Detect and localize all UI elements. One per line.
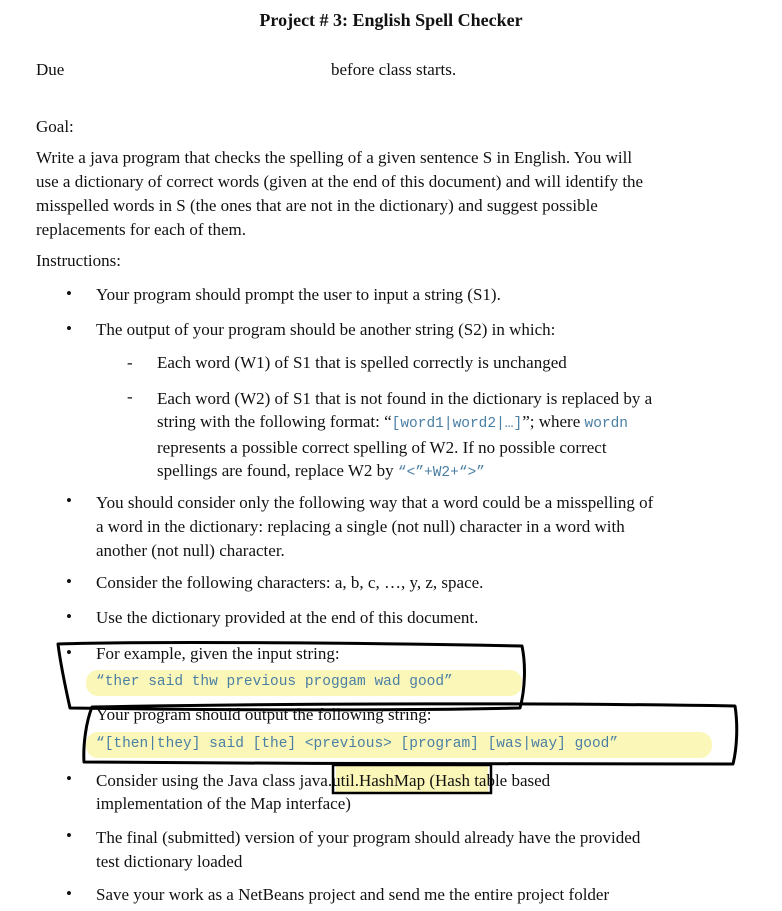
goal-line: replacements for each of them. xyxy=(36,220,247,239)
output-intro: Your program should output the following string: xyxy=(96,705,432,724)
bullet-5: Use the dictionary provided at the end of this document. xyxy=(96,608,479,627)
bullet-4: Consider the following characters: a, b, c, …, y, z, space. xyxy=(96,573,484,592)
bullet-dot: • xyxy=(66,643,72,662)
bullet-dot: • xyxy=(66,572,72,591)
bullet-9: Save your work as a NetBeans project and send me the entire project folder xyxy=(96,885,610,904)
goal-line: misspelled words in S (the ones that are not in the dictionary) and suggest possible xyxy=(36,196,598,215)
page-title: Project # 3: English Spell Checker xyxy=(259,10,523,30)
bullet-dot: • xyxy=(66,607,72,626)
goal-heading: Goal: xyxy=(36,117,74,136)
goal-line: use a dictionary of correct words (given at the end of this document) and will identify the xyxy=(36,172,644,191)
format-code: [word1|word2|…] xyxy=(391,416,523,432)
instructions-heading: Instructions: xyxy=(36,251,121,270)
sub-bullet-1: Each word (W1) of S1 that is spelled correctly is unchanged xyxy=(157,353,567,372)
bullet-1: Your program should prompt the user to input a string (S1). xyxy=(96,285,501,304)
input-box-stroke xyxy=(58,643,524,710)
bullet-dot: • xyxy=(66,884,72,903)
bullet-6: For example, given the input string: xyxy=(96,644,340,663)
bullet-dot: • xyxy=(66,284,72,303)
dash: - xyxy=(127,387,133,406)
bullet-dot: • xyxy=(66,826,72,845)
due-label: Due xyxy=(36,60,65,79)
sub2-line-2: string with the following format: “[word1|word2|…]”; where wordn xyxy=(157,412,629,432)
hashmap-box-stroke xyxy=(333,765,491,793)
example-output: “[then|they] said [the] <previous> [program] [was|way] good” xyxy=(96,736,619,752)
example-input: “ther said thw previous proggam wad good” xyxy=(96,674,453,690)
sub2-line-1: Each word (W2) of S1 that is not found in the dictionary is replaced by a xyxy=(157,389,653,408)
bullet-8: The final (submitted) version of your program should already have the provided test dictionary loaded xyxy=(96,828,641,871)
sub2-line-3: represents a possible correct spelling of W2. If no possible correct xyxy=(157,438,607,457)
bullet-3: You should consider only the following way that a word could be a misspelling of a word in the dictionary: replacing a single (not null) character in a word with another (not null) character. xyxy=(96,493,654,560)
due-value: before class starts. xyxy=(331,60,457,79)
bullet-7: Consider using the Java class java.util.HashMap (Hash table based implementation of the Map interface) xyxy=(96,771,551,813)
bullet-2: The output of your program should be another string (S2) in which: xyxy=(96,320,556,339)
replace-code: “<”+W2+“>” xyxy=(397,465,485,481)
bullet-dot: • xyxy=(66,769,72,788)
hashmap-class: java.util.HashMap xyxy=(299,771,426,790)
output-box-stroke xyxy=(84,704,737,764)
bullet-dot: • xyxy=(66,319,72,338)
dash: - xyxy=(127,353,133,372)
bullet-dot: • xyxy=(66,491,72,510)
wordn-code: wordn xyxy=(584,416,629,432)
goal-line: Write a java program that checks the spelling of a given sentence S in English. You will xyxy=(36,148,633,167)
sub2-line-4: spellings are found, replace W2 by “<”+W2+“>” xyxy=(157,461,485,481)
